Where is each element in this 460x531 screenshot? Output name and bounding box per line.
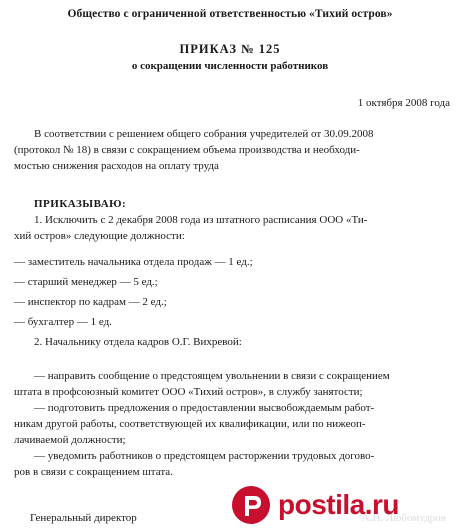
- task-line: лачиваемой должности;: [14, 434, 126, 446]
- postila-logo-icon: [230, 484, 272, 526]
- order-item-2: [14, 334, 450, 350]
- order-item-line: 1. Исключить с 2 декабря 2008 года из штатного расписания ООО «Ти-: [34, 214, 368, 226]
- watermark: [230, 479, 460, 531]
- task-line: — подготовить предложения о предоставлении высвобождаемым работ-: [34, 402, 375, 414]
- task-line: ров в связи с сокращением штата.: [14, 466, 173, 478]
- orders-heading: ПРИКАЗЫВАЮ:: [34, 198, 127, 210]
- position-list-item: — бухгалтер — 1 ед.: [14, 316, 112, 328]
- task-line: — уведомить работников о предстоящем расторжении трудовых догово-: [34, 450, 375, 462]
- order-item-line: 2. Начальнику отдела кадров О.Г. Вихревой:: [34, 336, 242, 348]
- task-line: никам другой работы, соответствующей их квалификации, или по нижеоп-: [14, 418, 366, 430]
- preamble-line: В соответствии с решением общего собрания учредителей от 30.09.2008: [34, 128, 374, 140]
- order-title: ПРИКАЗ № 125: [179, 42, 281, 56]
- order-item-line: хий остров» следующие должности:: [14, 230, 185, 242]
- preamble-line: мостью снижения расходов на оплату труда: [14, 160, 219, 172]
- tasks-list: [14, 368, 450, 480]
- order-subject: о сокращении численности работников: [131, 60, 329, 72]
- position-list-item: — заместитель начальника отдела продаж — 1 ед.;: [14, 256, 253, 268]
- task-line: штата в профсоюзный комитет ООО «Тихий остров», в службу занятости;: [14, 386, 363, 398]
- preamble: [14, 126, 448, 174]
- order-date: 1 октября 2008 года: [357, 97, 450, 109]
- signatory-position: Генеральный директор: [30, 512, 137, 524]
- preamble-line: (протокол № 18) в связи с сокращением объема производства и необходи-: [14, 144, 360, 156]
- watermark-text: postila.ru: [278, 489, 400, 520]
- task-line: — направить сообщение о предстоящем увольнении в связи с сокращением: [34, 370, 390, 382]
- order-item-1: [14, 212, 450, 244]
- organization-name: Общество с ограниченной ответственностью «Тихий остров»: [67, 8, 393, 20]
- position-list-item: — инспектор по кадрам — 2 ед.;: [14, 296, 167, 308]
- positions-list: [14, 252, 450, 332]
- position-list-item: — старший менеджер — 5 ед.;: [14, 276, 158, 288]
